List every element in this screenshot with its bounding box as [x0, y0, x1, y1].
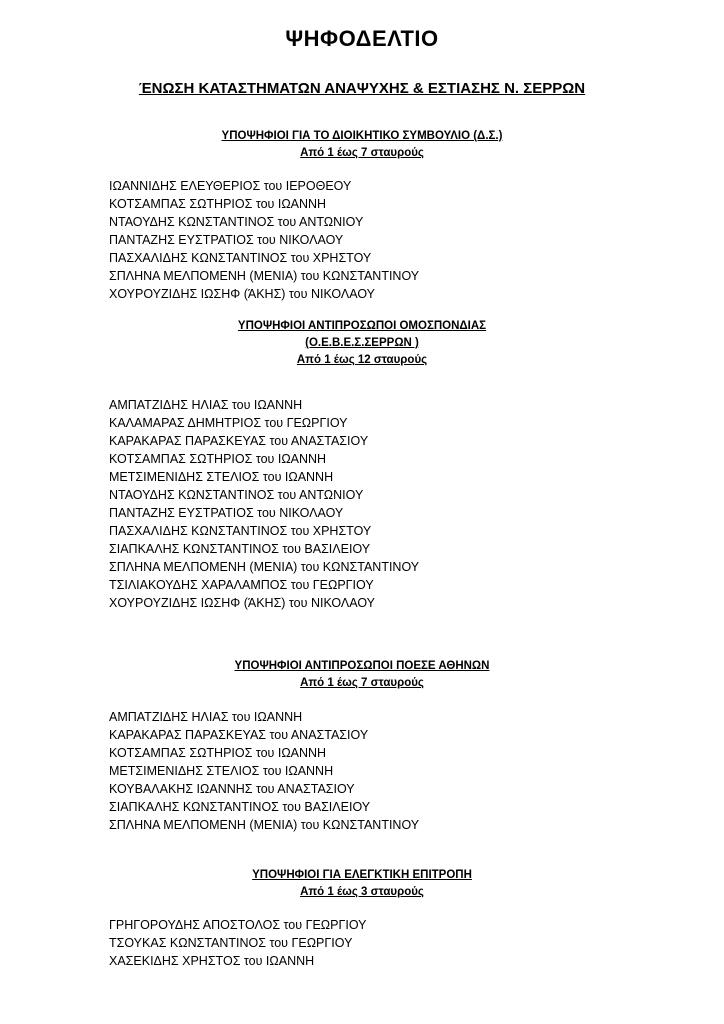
- section-heading-audit: [0, 867, 724, 901]
- section-heading-poese: [0, 658, 724, 692]
- section-title: ΥΠΟΨΗΦΙΟΙ ΓΙΑ ΤΟ ΔΙΟΙΚΗΤΙΚΟ ΣΥΜΒΟΥΛΙΟ (Δ.Σ.): [221, 130, 503, 142]
- candidate-name: ΝΤΑΟΥΔΗΣ ΚΩΝΣΤΑΝΤΙΝΟΣ του ΑΝΤΩΝΙΟΥ: [109, 488, 364, 502]
- candidate-name: ΚΑΡΑΚΑΡΑΣ ΠΑΡΑΣΚΕΥΑΣ του ΑΝΑΣΤΑΣΙΟΥ: [109, 434, 369, 448]
- candidate-name: ΠΑΝΤΑΖΗΣ ΕΥΣΤΡΑΤΙΟΣ του ΝΙΚΟΛΑΟΥ: [109, 506, 344, 520]
- candidate-list-board: [109, 177, 419, 303]
- section-heading-federation: [0, 318, 724, 369]
- candidate-name: ΙΩΑΝΝΙΔΗΣ ΕΛΕΥΘΕΡΙΟΣ του ΙΕΡΟΘΕΟΥ: [109, 179, 352, 193]
- candidate-name: ΝΤΑΟΥΔΗΣ ΚΩΝΣΤΑΝΤΙΝΟΣ του ΑΝΤΩΝΙΟΥ: [109, 215, 364, 229]
- candidate-name: ΚΟΤΣΑΜΠΑΣ ΣΩΤΗΡΙΟΣ του ΙΩΑΝΝΗ: [109, 197, 327, 211]
- candidate-name: ΚΑΛΑΜΑΡΑΣ ΔΗΜΗΤΡΙΟΣ του ΓΕΩΡΓΙΟΥ: [109, 416, 348, 430]
- section-subtitle: (Ο.Ε.Β.Ε.Σ.ΣΕΡΡΩΝ ): [305, 337, 419, 349]
- candidate-list-poese: [109, 708, 419, 834]
- candidate-name: ΑΜΠΑΤΖΙΔΗΣ ΗΛΙΑΣ του ΙΩΑΝΝΗ: [109, 710, 303, 724]
- candidate-name: ΚΟΤΣΑΜΠΑΣ ΣΩΤΗΡΙΟΣ του ΙΩΑΝΝΗ: [109, 452, 327, 466]
- candidate-list-federation: [109, 396, 419, 612]
- candidate-name: ΠΑΝΤΑΖΗΣ ΕΥΣΤΡΑΤΙΟΣ του ΝΙΚΟΛΑΟΥ: [109, 233, 344, 247]
- section-heading-board: [0, 128, 724, 162]
- candidate-list-audit: [109, 916, 366, 970]
- candidate-name: ΠΑΣΧΑΛΙΔΗΣ ΚΩΝΣΤΑΝΤΙΝΟΣ του ΧΡΗΣΤΟΥ: [109, 524, 372, 538]
- candidate-name: ΠΑΣΧΑΛΙΔΗΣ ΚΩΝΣΤΑΝΤΙΝΟΣ του ΧΡΗΣΤΟΥ: [109, 251, 372, 265]
- candidate-name: ΤΣΟΥΚΑΣ ΚΩΝΣΤΑΝΤΙΝΟΣ του ΓΕΩΡΓΙΟΥ: [109, 936, 353, 950]
- vote-rule: Από 1 έως 3 σταυρούς: [300, 886, 424, 898]
- candidate-name: ΣΠΛΗΝΑ ΜΕΛΠΟΜΕΝΗ (ΜΕΝΙΑ) του ΚΩΝΣΤΑΝΤΙΝΟΥ: [109, 560, 420, 574]
- organization-name: ΈΝΩΣΗ ΚΑΤΑΣΤΗΜΑΤΩΝ ΑΝΑΨΥΧΗΣ & ΕΣΤΙΑΣΗΣ Ν. ΣΕΡΡΩΝ: [138, 80, 586, 97]
- candidate-name: ΑΜΠΑΤΖΙΔΗΣ ΗΛΙΑΣ του ΙΩΑΝΝΗ: [109, 398, 303, 412]
- section-title: ΥΠΟΨΗΦΙΟΙ ΑΝΤΙΠΡΟΣΩΠΟΙ ΠΟΕΣΕ ΑΘΗΝΩΝ: [234, 660, 490, 672]
- candidate-name: ΜΕΤΣΙΜΕΝΙΔΗΣ ΣΤΕΛΙΟΣ του ΙΩΑΝΝΗ: [109, 764, 334, 778]
- vote-rule: Από 1 έως 12 σταυρούς: [296, 354, 428, 366]
- ballot-title: ΨΗΦΟΔΕΛΤΙΟ: [285, 26, 439, 51]
- vote-rule: Από 1 έως 7 σταυρούς: [300, 677, 424, 689]
- candidate-name: ΣΙΑΠΚΑΛΗΣ ΚΩΝΣΤΑΝΤΙΝΟΣ του ΒΑΣΙΛΕΙΟΥ: [109, 542, 371, 556]
- candidate-name: ΤΣΙΛΙΑΚΟΥΔΗΣ ΧΑΡΑΛΑΜΠΟΣ του ΓΕΩΡΓΙΟΥ: [109, 578, 374, 592]
- candidate-name: ΓΡΗΓΟΡΟΥΔΗΣ ΑΠΟΣΤΟΛΟΣ του ΓΕΩΡΓΙΟΥ: [109, 918, 367, 932]
- candidate-name: ΣΠΛΗΝΑ ΜΕΛΠΟΜΕΝΗ (ΜΕΝΙΑ) του ΚΩΝΣΤΑΝΤΙΝΟΥ: [109, 269, 420, 283]
- candidate-name: ΣΙΑΠΚΑΛΗΣ ΚΩΝΣΤΑΝΤΙΝΟΣ του ΒΑΣΙΛΕΙΟΥ: [109, 800, 371, 814]
- section-title: ΥΠΟΨΗΦΙΟΙ ΑΝΤΙΠΡΟΣΩΠΟΙ ΟΜΟΣΠΟΝΔΙΑΣ: [237, 320, 487, 332]
- candidate-name: ΧΟΥΡΟΥΖΙΔΗΣ ΙΩΣΗΦ (ΆΚΗΣ) του ΝΙΚΟΛΑΟΥ: [109, 287, 375, 301]
- candidate-name: ΧΟΥΡΟΥΖΙΔΗΣ ΙΩΣΗΦ (ΆΚΗΣ) του ΝΙΚΟΛΑΟΥ: [109, 596, 375, 610]
- candidate-name: ΚΟΤΣΑΜΠΑΣ ΣΩΤΗΡΙΟΣ του ΙΩΑΝΝΗ: [109, 746, 327, 760]
- section-title: ΥΠΟΨΗΦΙΟΙ ΓΙΑ ΕΛΕΓΚΤΙΚΗ ΕΠΙΤΡΟΠΗ: [252, 869, 472, 881]
- candidate-name: ΚΟΥΒΑΛΑΚΗΣ ΙΩΑΝΝΗΣ του ΑΝΑΣΤΑΣΙΟΥ: [109, 782, 355, 796]
- candidate-name: ΜΕΤΣΙΜΕΝΙΔΗΣ ΣΤΕΛΙΟΣ του ΙΩΑΝΝΗ: [109, 470, 334, 484]
- candidate-name: ΧΑΣΕΚΙΔΗΣ ΧΡΗΣΤΟΣ του ΙΩΑΝΝΗ: [109, 954, 315, 968]
- vote-rule: Από 1 έως 7 σταυρούς: [300, 147, 424, 159]
- candidate-name: ΣΠΛΗΝΑ ΜΕΛΠΟΜΕΝΗ (ΜΕΝΙΑ) του ΚΩΝΣΤΑΝΤΙΝΟΥ: [109, 818, 420, 832]
- candidate-name: ΚΑΡΑΚΑΡΑΣ ΠΑΡΑΣΚΕΥΑΣ του ΑΝΑΣΤΑΣΙΟΥ: [109, 728, 369, 742]
